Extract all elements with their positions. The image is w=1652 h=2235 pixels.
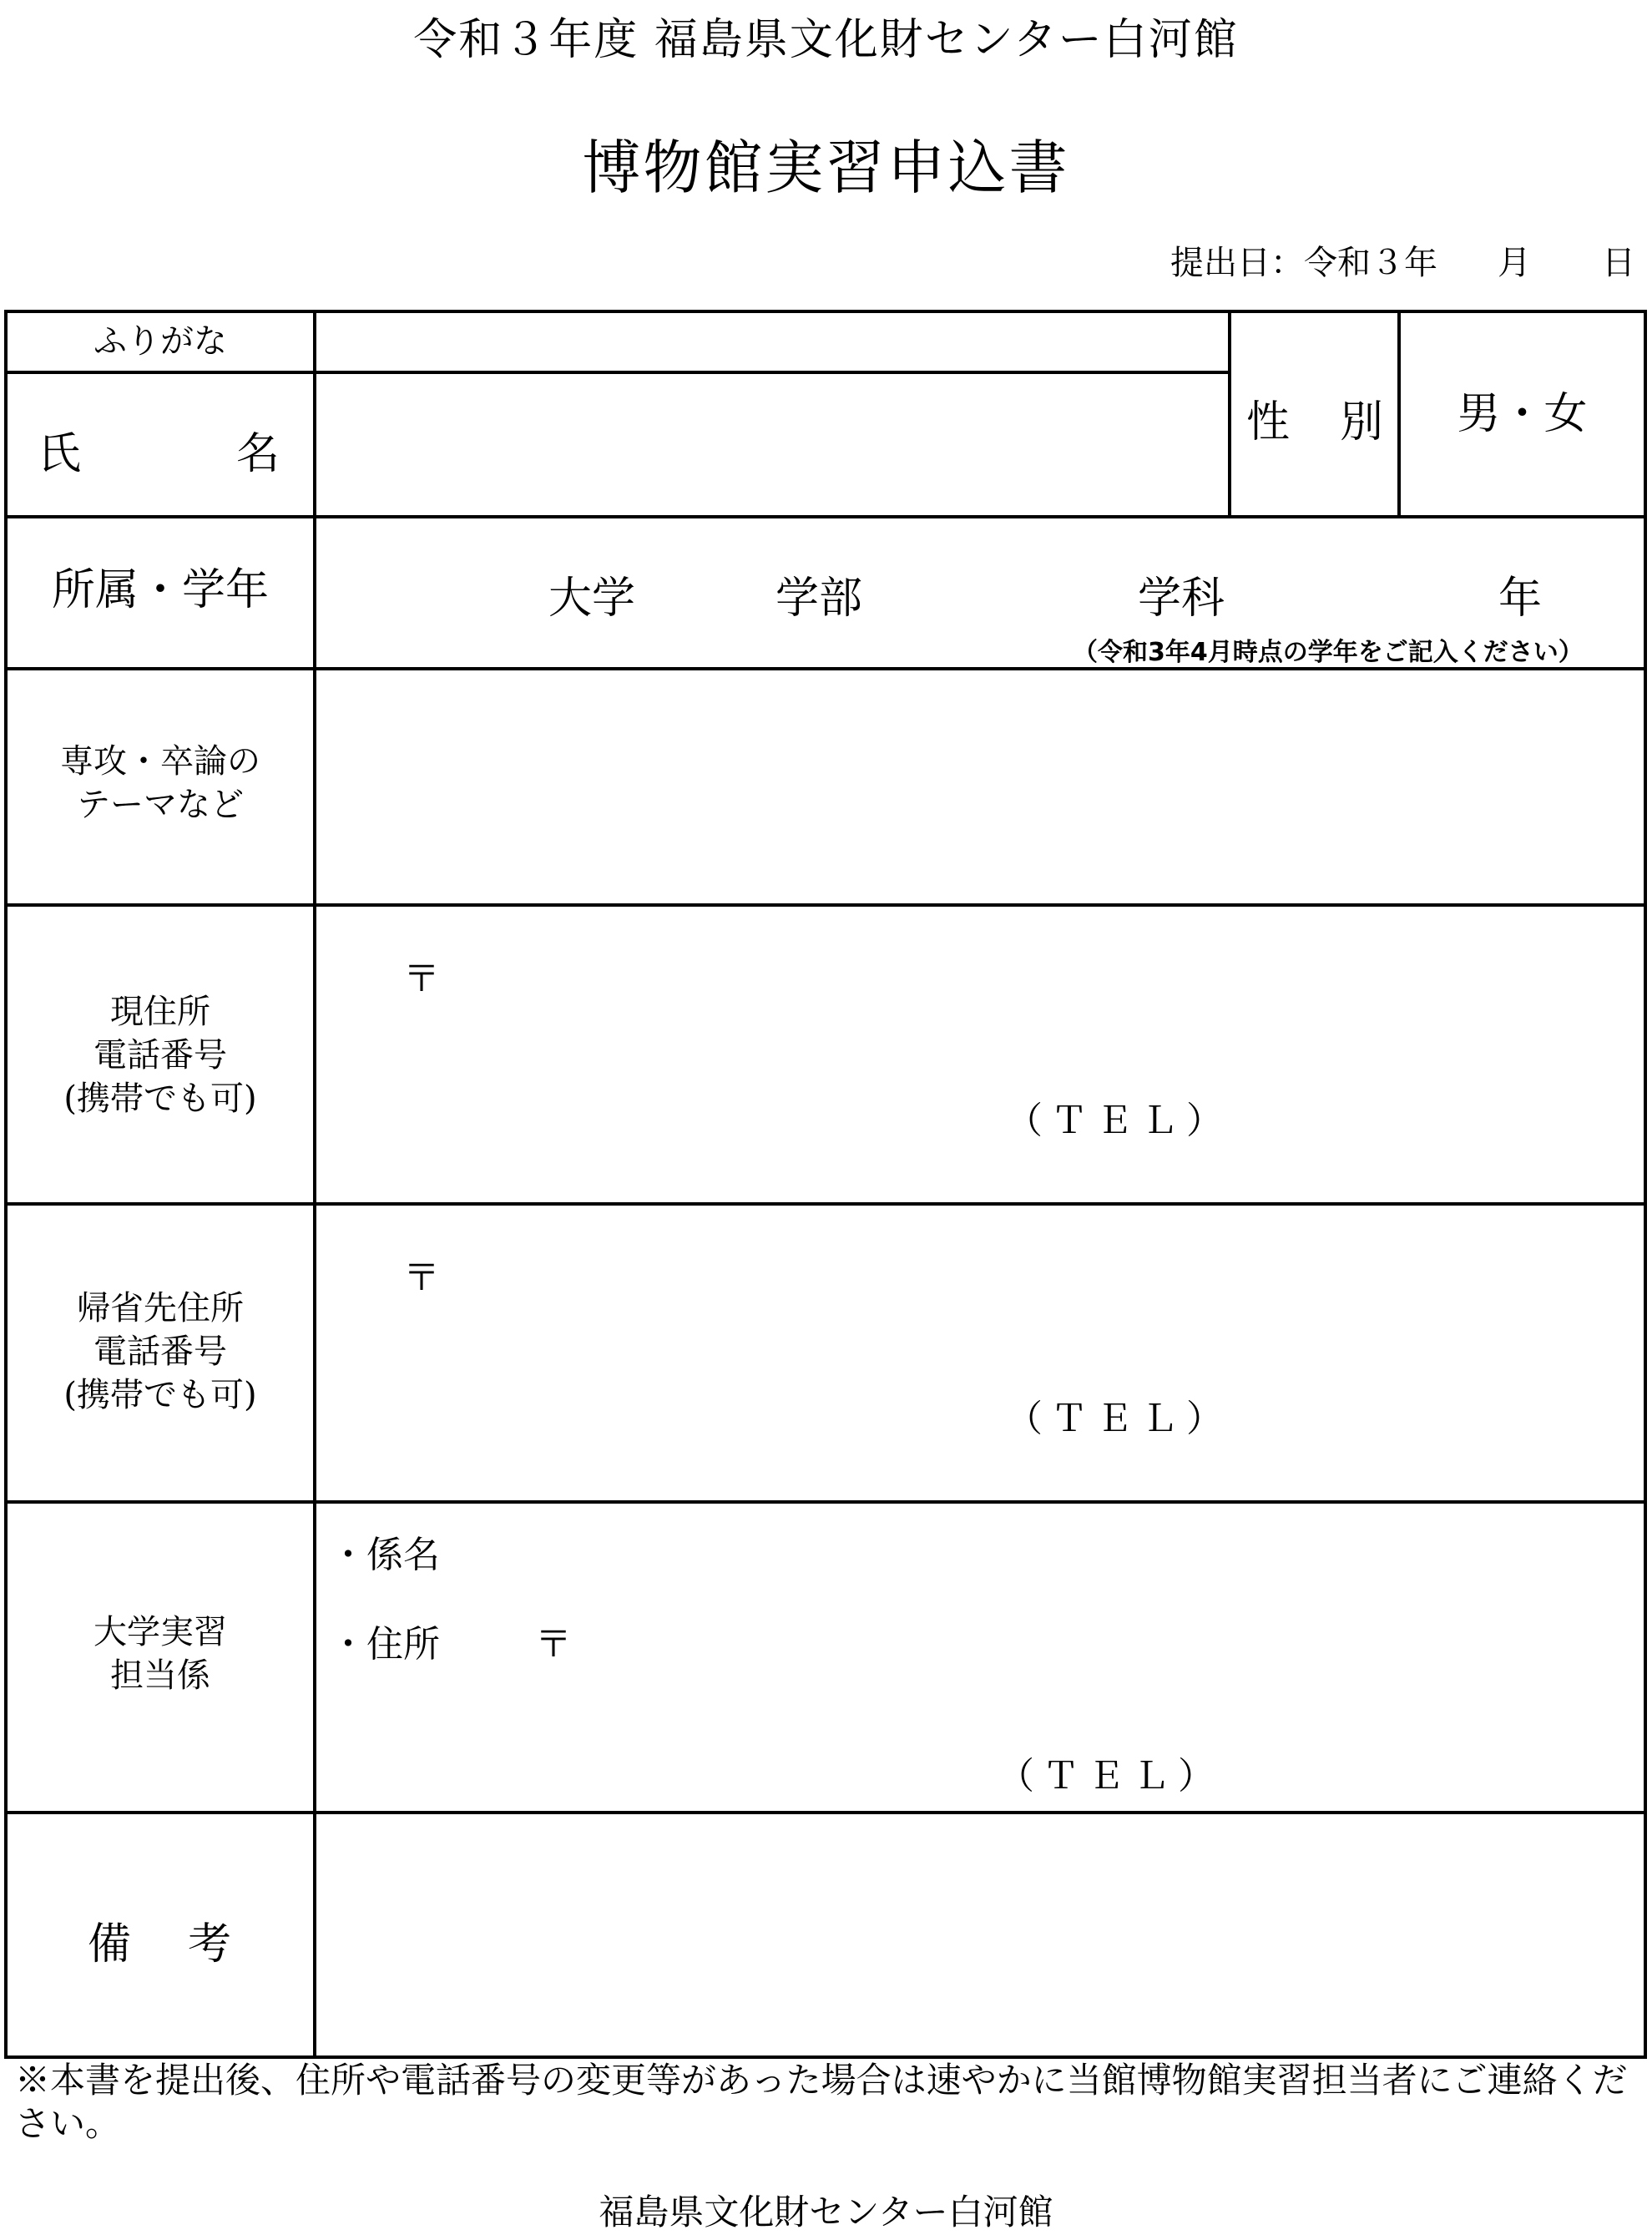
name-field[interactable] xyxy=(316,374,1228,515)
submission-day-unit: 日 xyxy=(1602,244,1635,282)
current-address-label xyxy=(8,990,313,1120)
affiliation-university: 大学 xyxy=(548,574,636,624)
remarks-label-1: 備 xyxy=(88,1919,132,1970)
major-label-line-2: テーマなど xyxy=(77,786,244,824)
row-divider xyxy=(4,1202,1647,1206)
tel-label: （ＴＥＬ） xyxy=(1006,1398,1231,1440)
furigana-label: ふりがな xyxy=(93,322,227,361)
gender-label-2: 別 xyxy=(1340,397,1384,448)
form-border-right xyxy=(1644,310,1647,2059)
current-address-label-line-2: 電話番号 xyxy=(93,1036,227,1075)
home-address-label-line-2: 電話番号 xyxy=(93,1332,227,1371)
application-form xyxy=(4,310,1647,2059)
university-contact-label xyxy=(8,1611,313,1697)
submission-month-unit: 月 xyxy=(1498,244,1531,282)
footer-organization: 福島県文化財センター白河館 xyxy=(599,2192,1053,2232)
name-label-1: 氏 xyxy=(38,429,82,479)
remarks-label-2: 考 xyxy=(188,1919,232,1970)
tel-label: （ＴＥＬ） xyxy=(998,1755,1223,1798)
label-column-divider xyxy=(313,310,316,2059)
home-address-label xyxy=(8,1287,313,1417)
gender-options[interactable]: 男・女 xyxy=(1457,389,1588,439)
university-contact-label-line-1: 大学実習 xyxy=(93,1613,227,1651)
row-divider xyxy=(4,1500,1647,1504)
affiliation-faculty: 学部 xyxy=(775,574,863,624)
affiliation-note: （令和3年4月時点の学年をご記入ください） xyxy=(1073,638,1584,667)
home-address-label-line-3: (携帯でも可) xyxy=(63,1376,257,1414)
document-title: 博物館実習申込書 xyxy=(582,134,1070,202)
section-address-label: ・住所 xyxy=(330,1623,440,1666)
affiliation-label: 所属・学年 xyxy=(51,565,269,615)
current-address-label-line-1: 現住所 xyxy=(110,993,210,1031)
gender-column-divider xyxy=(1228,310,1231,518)
major-label-line-1: 専攻・卒論の xyxy=(60,742,260,781)
section-name-label: ・係名 xyxy=(330,1534,440,1576)
footer-note: ※本書を提出後、住所や電話番号の変更等があった場合は速やかに当館博物館実習担当者にご連絡ください。 xyxy=(15,2060,1628,2144)
row-divider xyxy=(4,903,1647,907)
submission-date xyxy=(1170,236,1635,284)
home-address-label-line-1: 帰省先住所 xyxy=(77,1289,244,1327)
postal-mark: 〒 xyxy=(403,1257,440,1299)
postal-mark: 〒 xyxy=(403,958,440,1000)
current-address-label-line-3: (携帯でも可) xyxy=(63,1080,257,1118)
gender-label-1: 性 xyxy=(1246,397,1291,448)
major-label xyxy=(8,740,313,827)
furigana-field[interactable] xyxy=(316,313,1228,371)
major-field[interactable] xyxy=(316,670,1644,903)
affiliation-year: 年 xyxy=(1498,574,1543,624)
document-subtitle: 令和３年度 福島県文化財センター白河館 xyxy=(413,15,1239,65)
submission-date-label: 提出日：令和３年 xyxy=(1170,244,1437,282)
affiliation-department: 学科 xyxy=(1138,574,1225,624)
university-contact-label-line-2: 担当係 xyxy=(110,1656,210,1695)
tel-label: （ＴＥＬ） xyxy=(1006,1100,1231,1142)
name-label-2: 名 xyxy=(236,429,280,479)
remarks-field[interactable] xyxy=(316,1814,1644,2055)
postal-mark: 〒 xyxy=(535,1623,572,1666)
